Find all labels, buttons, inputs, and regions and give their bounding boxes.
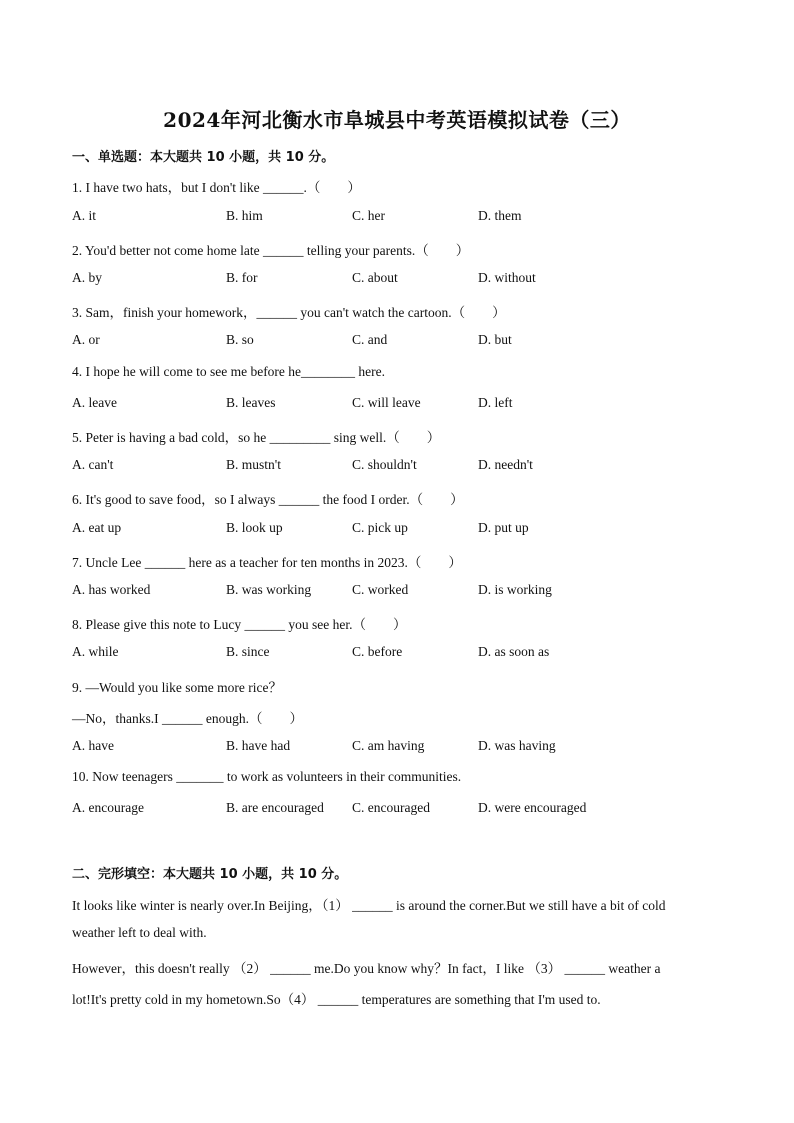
cloze-passage-line: However，this doesn't really （2） ______ me.Do you know why？In fact，I like （3） ______ weather a <box>72 961 661 976</box>
question-stem: 4. I hope he will come to see me before he________ here. <box>72 364 386 379</box>
option-d: D. is working <box>478 582 552 597</box>
option-b: B. mustn't <box>226 457 281 472</box>
question-options <box>72 582 752 600</box>
option-c: C. about <box>352 270 398 285</box>
question-stem: 2. You'd better not come home late ______ telling your parents.（ ） <box>72 243 470 258</box>
section-heading-cloze: 二、完形填空：本大题共 10 小题，共 10 分。 <box>72 867 348 882</box>
option-b: B. so <box>226 332 254 347</box>
question-options <box>72 332 752 350</box>
option-d: D. needn't <box>478 457 533 472</box>
option-d: D. without <box>478 270 536 285</box>
question-options <box>72 644 752 662</box>
option-c: C. shouldn't <box>352 457 417 472</box>
option-a: A. by <box>72 270 102 285</box>
question-options <box>72 457 752 475</box>
option-d: D. as soon as <box>478 644 550 659</box>
option-a: A. while <box>72 644 119 659</box>
question-options <box>72 738 752 756</box>
option-a: A. it <box>72 208 97 223</box>
question-stem: 9. —Would you like some more rice？ <box>72 680 282 695</box>
question-options <box>72 395 752 413</box>
question-stem: 6. It's good to save food，so I always ______ the food I order.（ ） <box>72 492 464 507</box>
question-options <box>72 208 752 226</box>
question-stem: 5. Peter is having a bad cold，so he _________ sing well.（ ） <box>72 430 441 445</box>
question-options <box>72 800 752 818</box>
question-options <box>72 520 752 538</box>
option-a: A. or <box>72 332 100 347</box>
option-c: C. before <box>352 644 403 659</box>
option-c: C. her <box>352 208 385 223</box>
option-b: B. for <box>226 270 258 285</box>
option-a: A. encourage <box>72 800 144 815</box>
option-d: D. them <box>478 208 522 223</box>
option-c: C. will leave <box>352 395 421 410</box>
option-b: B. are encouraged <box>226 800 324 815</box>
option-a: A. can't <box>72 457 114 472</box>
cloze-passage-line: It looks like winter is nearly over.In Beijing，（1） ______ is around the corner.But we still have a bit of cold <box>72 898 666 913</box>
question-stem: 8. Please give this note to Lucy ______ you see her.（ ） <box>72 617 407 632</box>
question-stem-reply: —No，thanks.I ______ enough.（ ） <box>72 711 303 726</box>
question-stem: 1. I have two hats，but I don't like ______.（ ） <box>72 180 361 195</box>
option-a: A. eat up <box>72 520 122 535</box>
option-b: B. since <box>226 644 270 659</box>
option-d: D. left <box>478 395 513 410</box>
option-c: C. and <box>352 332 388 347</box>
option-d: D. put up <box>478 520 529 535</box>
option-c: C. encouraged <box>352 800 430 815</box>
question-stem: 7. Uncle Lee ______ here as a teacher for ten months in 2023.（ ） <box>72 555 462 570</box>
question-stem: 10. Now teenagers _______ to work as volunteers in their communities. <box>72 769 462 784</box>
option-a: A. leave <box>72 395 117 410</box>
option-c: C. worked <box>352 582 409 597</box>
option-b: B. look up <box>226 520 283 535</box>
question-stem: 3. Sam，finish your homework，______ you can't watch the cartoon.（ ） <box>72 305 506 320</box>
option-a: A. have <box>72 738 114 753</box>
cloze-passage-line: lot!It's pretty cold in my hometown.So（4） ______ temperatures are something that I'm used to. <box>72 992 601 1007</box>
cloze-passage-line: weather left to deal with. <box>72 925 207 940</box>
option-d: D. was having <box>478 738 556 753</box>
option-b: B. him <box>226 208 263 223</box>
option-c: C. pick up <box>352 520 408 535</box>
section-heading-single-choice: 一、单选题：本大题共 10 小题，共 10 分。 <box>72 150 335 165</box>
option-a: A. has worked <box>72 582 151 597</box>
option-d: D. but <box>478 332 512 347</box>
option-b: B. leaves <box>226 395 276 410</box>
option-d: D. were encouraged <box>478 800 587 815</box>
exam-title: 2024年河北衡水市阜城县中考英语模拟试卷（三） <box>163 108 631 132</box>
question-options <box>72 270 752 288</box>
option-c: C. am having <box>352 738 425 753</box>
option-b: B. was working <box>226 582 312 597</box>
option-b: B. have had <box>226 738 291 753</box>
